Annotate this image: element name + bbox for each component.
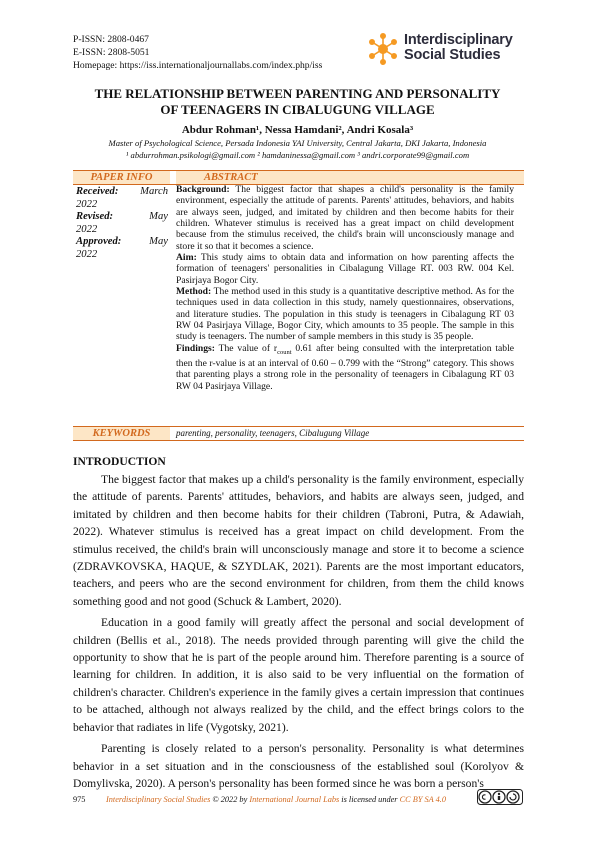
revised-month: May — [149, 211, 168, 223]
keywords-row — [73, 427, 524, 440]
authors: Abdur Rohman¹, Nessa Hamdani², Andri Kosala³ — [181, 124, 414, 136]
info-abstract-header — [73, 171, 524, 184]
abstract-findings — [176, 343, 514, 392]
revised-label: Revised: — [76, 211, 114, 223]
abstract-body — [176, 184, 514, 392]
footer-copyright: © 2022 by — [210, 795, 250, 804]
footer-license[interactable]: CC BY SA 4.0 — [399, 795, 447, 804]
footer-licensed: is licensed under — [339, 795, 400, 804]
received-label: Received: — [76, 186, 119, 197]
findings-text: 0.61 after being consulted with the interpretation table then the r-value is at an interval of 0.60 – 0.799 with the “Strong” category. This shows that parenting plays a strong role in the personality of teenagers in Cibalagung RT 03 RW 04 Pasirjaya Village. — [176, 342, 515, 392]
approved-year: 2022 — [76, 248, 98, 260]
findings-label: Findings: — [176, 342, 215, 354]
page-number: 975 — [73, 795, 86, 804]
findings-subscript: count — [277, 348, 292, 356]
journal-logo — [366, 30, 536, 70]
paper-info-label: PAPER INFO — [73, 171, 170, 184]
paper-title — [60, 86, 535, 117]
abstract-aim — [176, 252, 514, 286]
footer-publisher[interactable]: International Journal Labs — [249, 795, 340, 804]
received-month: March — [140, 186, 168, 197]
footer-journal[interactable]: Interdisciplinary Social Studies — [106, 795, 211, 804]
approved-label: Approved: — [76, 236, 122, 248]
journal-identifiers — [73, 33, 322, 72]
abstract-method — [176, 286, 514, 343]
affiliation: Master of Psychological Science, Persada Indonesia YAI University, Central Jakarta, DKI Jakarta, Indonesia — [108, 138, 487, 148]
received-year: 2022 — [76, 198, 98, 210]
section-heading: INTRODUCTION — [73, 455, 166, 468]
e-issn: E-ISSN: 2808-5051 — [73, 47, 150, 58]
cc-by-sa-icon[interactable] — [477, 789, 523, 805]
title-line-1: THE RELATIONSHIP BETWEEN PARENTING AND PERSONALITY — [94, 86, 501, 101]
introduction-body — [73, 471, 524, 796]
method-text: The method used in this study is a quantitative descriptive method. As for the techniques used in data collection in this study, namely questionnaires, observations, and literature studies. The population in this study is teenagers in Cibalagung RT 03 RW 04 Pasirjaya Village, Bogor City, which amounts to 35 people. The sample in this study is teenagers. The number of sample members in this study is 35 people. — [176, 286, 514, 343]
journal-logo-text — [404, 33, 513, 63]
abstract-label: ABSTRACT — [176, 171, 524, 184]
intro-paragraph-2: Education in a good family will greatly affect the personal and social development of children (Bellis et al., 2018). The needs provided through parenting will give the child the opportunity to show that he is part of the people around him. Therefore parenting is a source of learning for children. In addition, it is also said to be very influential on the formation of children's character. Children's experience in the family gives a certain impression that continues to be attached, although not always realized by the child, and the effect brings colors to the behavior that radiates in life (Vygotsky, 2021). — [73, 616, 524, 734]
title-line-2: OF TEENAGERS IN CIBALUGUNG VILLAGE — [160, 101, 435, 117]
paper-info — [76, 186, 168, 262]
keywords-bottom-rule — [73, 440, 524, 441]
findings-pre: The value of r — [218, 342, 278, 354]
keywords-text: parenting, personality, teenagers, Cibalugung Village — [176, 428, 370, 438]
logo-line-1: Interdisciplinary — [404, 32, 513, 48]
method-label: Method: — [176, 286, 212, 298]
intro-paragraph-1: The biggest factor that makes up a child's personality is the family environment, especially the attitude of parents. Parents' attitudes, behaviors, and habits are always seen, judged, and imitated by children and then become habits for their children (Tabroni, Putra, & Adawiah, 2022). Whatever stimulus is received has a great impact on child development. From the stimulus received, the child's brain will unconsciously manage and store it to become a science (ZDRAVKOVSKA, HAQUE, & SZYDLAK, 2021). Parents are the most important educators, teachers, and peers who are the second environment for children, from them the child knows something good and not good (Schuck & Lambert, 2020). — [73, 473, 524, 608]
background-text: The biggest factor that shapes a child's personality is the family environment, especially the attitude of parents. Parents' attitudes, behaviors, and habits are always seen, judged, and imitated by children and then become habits for their children. Whatever stimulus is received has a great impact on child development because from the stimulus received, the child's brain will unconsciously manage and store it so that it becomes a science. — [176, 184, 515, 252]
aim-label: Aim: — [176, 252, 197, 264]
p-issn: P-ISSN: 2808-0467 — [73, 34, 149, 45]
logo-line-2: Social Studies — [404, 47, 501, 63]
journal-logo-icon — [366, 32, 400, 66]
footer-license-text — [106, 795, 446, 804]
abstract-background — [176, 184, 514, 252]
revised-year: 2022 — [76, 223, 98, 235]
aim-text: This study aims to obtain data and information on how parenting affects the formation of teenagers' personalities in Cibalagung Village RT. 003 RW. 004 Kel. Pasirjaya Bogor City. — [176, 252, 514, 286]
author-emails: ¹ abdurrohman.psikologi@gmail.com ² hamdaninessa@gmail.com ³ andri.corporate99@gmail.com — [125, 150, 470, 160]
background-label: Background: — [176, 184, 230, 195]
keywords-label: KEYWORDS — [73, 427, 170, 440]
approved-month: May — [149, 236, 168, 248]
homepage-link[interactable]: Homepage: https://iss.internationaljournallabs.com/index.php/iss — [73, 60, 323, 71]
intro-paragraph-3: Parenting is closely related to a person's personality. Personality is what determines behavior in a set situation and in the consciousness of the established soul (Korolyov & Domylivska, 2020). A person's personality has been formed since he was born a person's — [73, 742, 524, 790]
